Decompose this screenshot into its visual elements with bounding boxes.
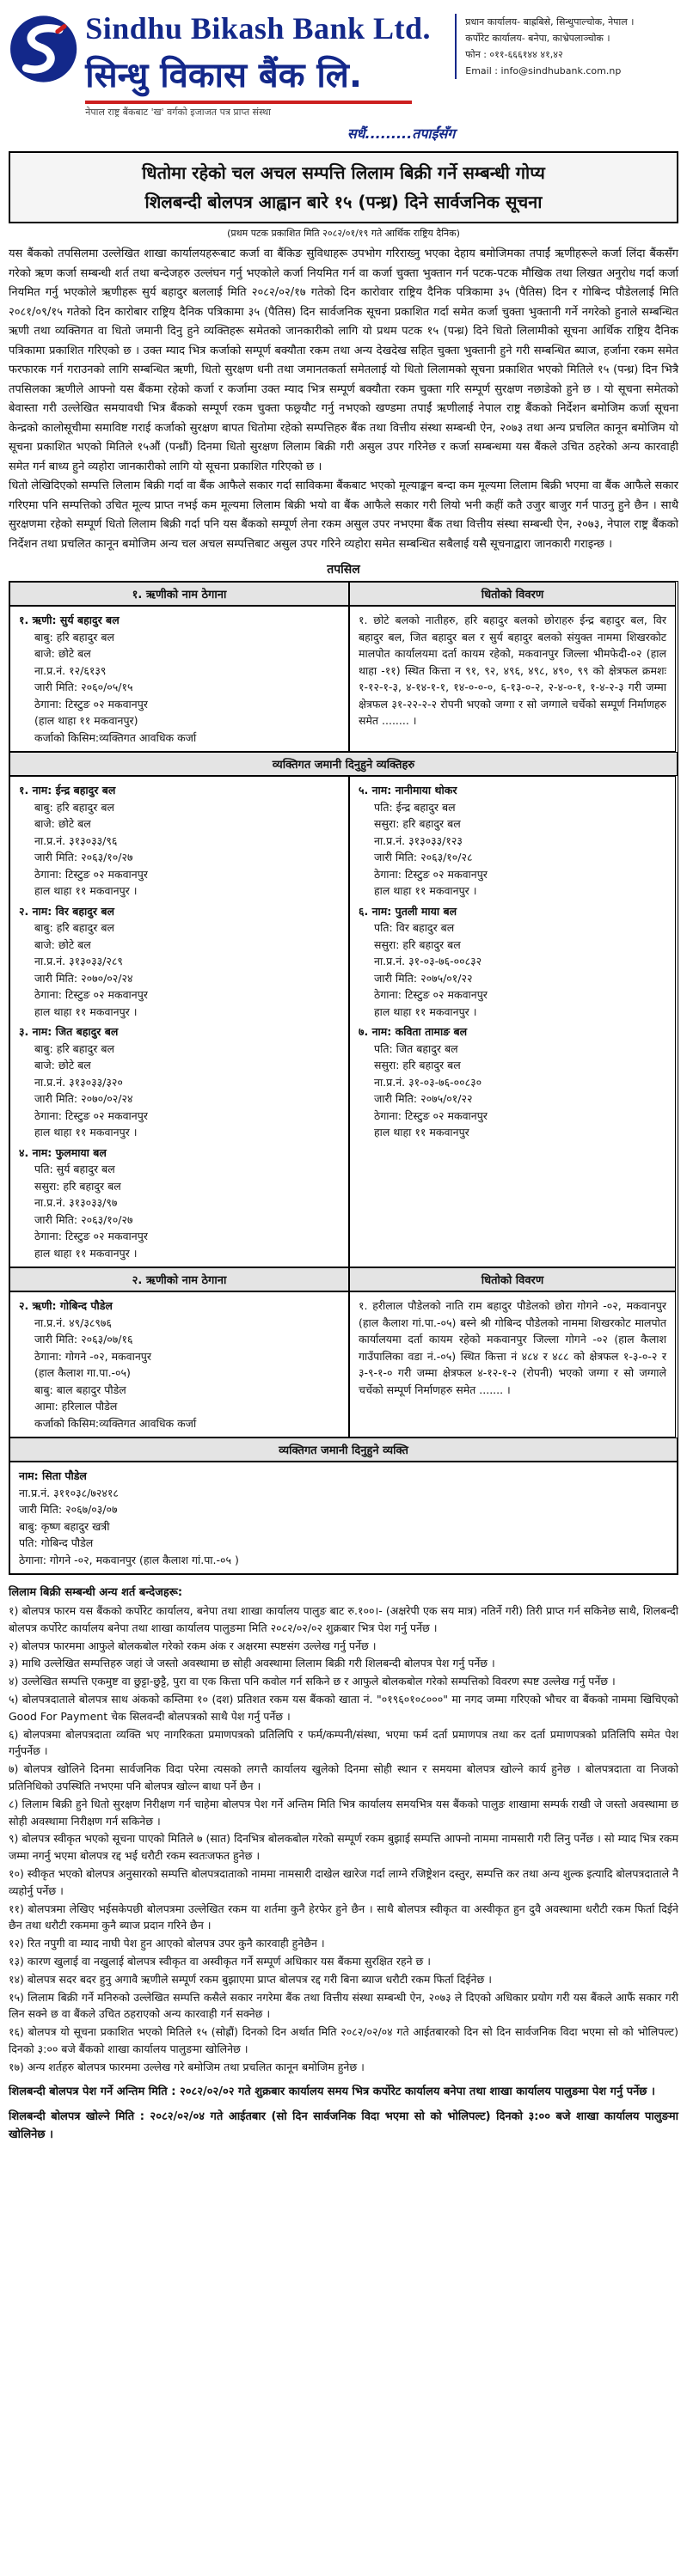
contact-email: Email : info@sindhubank.com.np [465,65,622,76]
guarantor-line: ठेगाना: टिस्टुङ ०२ मकवानपुर [34,1230,148,1242]
guarantor-block [19,903,340,1021]
guarantor-line: ससुरा: हरि बहादुर बल [374,1059,461,1071]
guarantor-line: ठेगाना: टिस्टुङ ०२ मकवानपुर [34,1108,148,1122]
collateral-header-1: धितोको विवरण [349,582,676,606]
guarantor-line: जारी मिति: २०६३/१०/२७ [34,1212,133,1226]
guarantor-header-2: व्यक्तिगत जमानी दिनुहुने व्यक्ति [9,1438,678,1462]
bank-tagline: नेपाल राष्ट्र बैंकबाट 'ख' वर्गको इजाजत पत्र प्राप्त संस्था [85,107,272,118]
guarantor-line: ठेगाना: टिस्टुङ ०२ मकवानपुर [34,988,148,1001]
collateral-header-2: धितोको विवरण [349,1267,676,1291]
guarantors-left [9,776,349,1267]
borrower-details-2 [9,1291,349,1438]
borrower-line: आमा: हरिलाल पौडेल [34,1400,118,1413]
bid-opening-date: शिलबन्दी बोलपत्र खोल्ने मिति : २०८२/०२/०४ गते आईतबार (सो दिन सार्वजनिक विदा भएमा सो को भोलिपल्ट) दिनको ३:०० बजे शाखा कार्यालय पालुङमा खोलिनेछ । [9,2109,678,2141]
guarantor-line: जारी मिति: २०६३/१०/२८ [374,851,473,864]
notice-page [9,0,678,2144]
guarantor-block [19,1023,340,1141]
borrower-details-1 [9,606,349,752]
rule-item: १२) रित नपुगी वा म्याद नाघी पेश हुन आएको बोलपत्र उपर कुनै कारवाही हुनेछैन । [9,1937,325,1950]
contact-corporate-office: कर्पोरेट कार्यालय- बनेपा, काभ्रेपलाञ्चोक । [465,33,610,44]
guarantor-details-2 [9,1462,678,1574]
guarantor-line: ना.प्र.नं. ३११०३८/७२४१८ [19,1486,119,1499]
rules-heading: लिलाम बिक्री सम्बन्धी अन्य शर्त बन्देजहरू: [9,1586,183,1599]
guarantor-line: बाबु: हरि बहादुर बल [34,921,115,934]
tapasil-heading: तपसिल [327,563,360,577]
borrower-line: जारी मिति: २०६०/०५/१५ [34,681,133,693]
borrower-line: ना.प्र.नं. १२/६१३९ [34,663,107,677]
bank-slogan: सधैं.........तपाईंसँग [347,125,456,142]
guarantor-line: जारी मिति: २०७०/०२/२४ [34,1092,133,1105]
guarantor-line: बाबु: कृष्ण बहादुर खत्री [19,1519,110,1533]
rule-item: ९) बोलपत्र स्वीकृत भएको सूचना पाएको मितिले ७ (सात) दिनभित्र बोलकबोल गरेको सम्पूर्ण रकम बुझाई सम्पत्ति आफ्नो नाममा नामसारी गरी लिनु पर्नेछ । सो म्याद भित्र रकम जम्मा नगर्नु भएमा बोलपत्र रद्द भई धरौटी रकम स्वतःजफत हुनेछ । [9,1832,678,1863]
guarantor-line: हाल थाहा ११ मकवानपुर । [34,1246,138,1260]
guarantor-header-1: व्यक्तिगत जमानी दिनुहुने व्यक्तिहरु [9,752,678,776]
guarantor-line: ना.प्र.नं. ३१३०३३/९७ [34,1196,118,1209]
guarantor-line: पति: ईन्द्र बहादुर बल [374,800,456,814]
guarantor-line: जारी मिति: २०६३/१०/२७ [34,851,133,864]
borrower-line: कर्जाको किसिम:व्यक्तिगत आवधिक कर्जा [34,730,197,744]
guarantor-line: १. नाम: ईन्द्र बहादुर बल [19,784,116,797]
guarantor-line: ठेगाना: टिस्टुङ ०२ मकवानपुर [374,1108,488,1122]
borrower-line: २. ऋणी: गोबिन्द पौडेल [19,1299,113,1312]
guarantor-line: पति: विर बहादुर बल [374,921,455,934]
guarantor-line: ना.प्र.नं. ३१३०३३/३२० [34,1075,123,1089]
guarantor-line: ना.प्र.नं. ३१-०३-७६-००८३० [374,1075,482,1089]
intro-paragraph-2: धितो लेखिदिएको सम्पत्ति लिलाम बिक्री गर्दा वा बैंक आफैले सकार गर्दा साविकमा बैंकबाट भएको मूल्याङ्कन बन्दा कम मूल्यमा लिलाम बिक्री भएमा वा बैंक आफैले सकार गरिएमा पनि सम्पत्तिको उचित मूल्य प्राप्त नभई कम मूल्यमा लिलाम बिक्री भयो वा बैंक आफैले सकार गरी लियो भनी कहीं कतै उजुर बाजुर गर्न पाउनु हुने छैन । साथै सुरक्षणमा रहेको सम्पूर्ण धितो लिलाम बिक्री गर्दा पनि यस बैंकको सम्पूर्ण लेना रकम असुल उपर नभएमा बैंक तथा वित्तीय संस्था सम्बन्धी ऐन, २०७३, नेपाल राष्ट्र बैंकको निर्देशन तथा प्रचलित कानून बमोजिम अन्य चल अचल सम्पत्तिबाट असुल उपर गरिने व्यहोरा समेत सम्बन्धित सबैलाई यसै सूचनाद्वारा जानकारी गराइन्छ । [9,479,678,551]
guarantor-line: ससुरा: हरि बहादुर बल [34,1179,121,1193]
contact-phone: फोन : ०११-६६६१४४ ४१,४२ [465,49,563,60]
guarantor-line: ४. नाम: फुलमाया बल [19,1145,107,1159]
guarantor-line: जारी मिति: २०७५/०१/२२ [374,1092,473,1105]
guarantor-line: हाल थाहा ११ मकवानपुर [374,1126,469,1138]
bank-header [9,9,678,142]
guarantor-line: बाजे: छोटे बल [34,817,91,830]
intro-paragraph: यस बैंकको तपसिलमा उल्लेखित शाखा कार्यालयहरूबाट कर्जा वा बैंकिङ सुविधाहरू उपभोग गरिराख्नु भएका देहाय बमोजिमका तपाईं ऋणीहरूले कर्जा लिंदा बैंकसँग गरेको ऋण कर्जा सम्बन्धी शर्त तथा बन्देजहरु उल्लंघन गर्नु भएकोले कर्जा नियमित गर्न वा कर्जा चुक्ता भुक्तान गर्न पटक-पटक मौखिक तथा लिखत अनुरोध गर्दा कर्जा नियमित गर्नु भएकोले ऋणीहरू सुर्य बहादुर बललाई मिति २०८२/०२/१७ गतेको दिन कारोवार राष्ट्रिय दैनिक पत्रिकामा ३५ (पैतिस) दिन र गोबिन्द पौडेललाई मिति २०८१/०९/१५ गतेको दिन कारोबार राष्ट्रिय दैनिक पत्रिकामा ३५ (पैतिस) दिन सार्वजनिक सूचना प्रकाशित गर्दा समेत कर्जा चुक्ता भुक्तानी गर्ने नगरेको हुनाले सम्बन्धित ऋणी तथा व्यक्तिगत वा धितो जमानी दिनु हुने व्यक्तिहरू समेतको जानकारीको लागि यो प्रथम पटक १५ (पन्ध्र) दिने धितो लिलामीको सूचना आर्थिक राष्ट्रिय दैनिक पत्रिकामा प्रकाशित गरिएको छ । उक्त म्याद भित्र कर्जाको सम्पूर्ण बक्यौता रकम तथा अन्य देखदेख सहित चुक्ता भुक्तानी हुने गरी सम्बन्धित ब्याज, हर्जाना रकम समेत फरफारक गर्न गराउनको लागि सम्बन्धित ऋणी, धितो सुरक्षण धनी तथा जमानतकर्ता समेतलाई यो धितो लिलामको सूचना प्रकाशित भएको मितिले १५ (पन्ध्र) दिन भित्रै तपसिलका ऋणीले आफ्नो यस बैंकमा रहेको कर्जा र कर्जामा उक्त म्याद भित्र सम्पूर्ण बक्यौता रकम चुक्ता गरि सम्पूर्ण सुरक्षण नछाडेको हुने छ । यो सूचना समेतको बेवास्ता गरी उल्लेखित समयावधी भित्र बैंकको सम्पूर्ण रकम चुक्ता फछ्र्यौट गर्नु नभएको खण्डमा तपाईं ऋणीलाई नेपाल राष्ट्र बैंकको निर्देशन बमोजिम कर्जा सूचना केन्द्रको कालोसूचीमा समाविष्ट गराई कर्जाको सुरक्षण बापत धितोमा रहेको सम्पत्तिहरु बैंक तथा वित्तीय संस्था सम्बन्धी ऐन, २०७३ तथा अन्य प्रचलित कानून बमोजिम यो सूचना प्रकाशित भएको मितिले १५औं (पन्ध्रौं) दिनमा धितो सुरक्षण लिलाम बिक्री गरी असुल उपर गरिनेछ र कर्जा सम्बन्धमा यस बैंकले उचित ठहरेको अन्य कारवाही समेत गर्न बाध्य हुने व्यहोरा जानकारीको लागि यो सूचना प्रकाशित गरिएको छ । [9,247,678,473]
bank-name-nepali: सिन्धु विकास बैंक लि. [85,56,363,95]
guarantor-line: ६. नाम: पुतली माया बल [359,904,457,918]
guarantor-line: ना.प्र.नं. ३१३०३३/९६ [34,833,118,847]
borrower-line: बाबु: हरि बहादुर बल [34,630,115,644]
rule-item: २) बोलपत्र फारममा आफुले बोलकबोल गरेको रकम अंक र अक्षरमा स्पष्टसंग उल्लेख गर्नु पर्नेछ । [9,1639,377,1652]
guarantor-line: ठेगाना: टिस्टुङ ०२ मकवानपुर [374,988,488,1001]
guarantor-line: हाल थाहा ११ मकवानपुर । [34,1004,138,1018]
borrower-line: (हाल थाहा ११ मकवानपुर) [34,714,138,727]
guarantor-line: ना.प्र.नं. ३१३०३३/१२३ [374,833,463,847]
collateral-details-1: १. छोटे बलको नातीहरु, हरि बहादुर बलको छोराहरु ईन्द्र बहादुर बल, विर बहादुर बल, जित बहादुर बल र सुर्य बहादुर बलको संयुक्त नाममा शिखरकोट मालपोत कार्यालयमा दर्ता कायम रहेको, मकवानपुर जिल्ला भीमफेदी-०२ (हाल थाहा -११) स्थित कित्ता न ९१, ९२, ४९६, ४९८, ४९०, ९९ को क्षेत्रफल क्रमशः १-१२-१-३, ४-१४-१-१, १४-०-०-०, ६-१३-०-२, २-४-०-१, १-४-२-३ गरी जम्मा क्षेत्रफल ३१-२२-२-२ रोपनी भएको जग्गा र सो जग्गाले चर्चेको सम्पूर्ण निर्माणहरु समेत ........ । [349,606,676,752]
guarantor-line: बाजे: छोटे बल [34,937,91,951]
rule-item: ४) उल्लेखित सम्पत्ति एकमुष्ट वा छुट्टा-छुट्टै, पुरा वा एक कित्ता पनि कवोल गर्न सकिने छ र आफुले बोलकबोल गरेको सम्पत्तिको विवरण स्पष्ट उल्लेख गर्नु पर्नेछ । [9,1675,616,1688]
guarantor-block [19,782,340,900]
guarantor-block [19,1145,340,1262]
borrower-line: १. ऋणी: सुर्य बहादुर बल [19,613,120,626]
notice-title [9,151,678,223]
borrower-header-1: १. ऋणीको नाम ठेगाना [9,582,349,606]
guarantor-line: ठेगाना: टिस्टुङ ०२ मकवानपुर [374,867,488,881]
guarantor-line: हाल थाहा ११ मकवानपुर । [374,1004,477,1018]
borrower-line: ना.प्र.नं. ४९/३८९७६ [34,1315,112,1329]
title-line-2: शिलबन्दी बोलपत्र आह्वान बारे १५ (पन्ध्र) दिने सार्वजनिक सूचना [144,192,543,212]
collateral-details-2: १. हरीलाल पौडेलको नाति राम बहादुर पौडेलको छोरा गोगने -०२, मकवानपुर (हाल कैलाश गां.पा.-०५) बस्ने श्री गोबिन्द पौडेलको नाममा शिखरकोट मालपोत कार्यालयमा दर्ता कायम रहेको मकवानपुर जिल्ला गोगने -०२ (हाल कैलाश गाउँपालिका वडा नं.-०५) स्थित कित्ता नं ४८४ र ४८८ को क्षेत्रफल १-३-०-२ र ३-९-१-० गरी जम्मा क्षेत्रफल ४-१२-१-२ (रोपनी) भएको जग्गा र सो जग्गाले चर्चेको सम्पूर्ण निर्माणहरु समेत ....... । [349,1291,676,1438]
guarantor-line: बाबु: हरि बहादुर बल [34,800,115,814]
rule-item: १६) बोलपत्र यो सूचना प्रकाशित भएको मितिले १५ (सोह्रौं) दिनको दिन अर्थात मिति २०८२/०२/०४ गते आईतबारको दिन सो दिन सार्वजनिक विदा भएमा सो को भोलिपल्ट) दिनको ३:०० बजे बैंकको शाखा कार्यालय पालुङमा खोलिनेछ । [9,2025,678,2055]
guarantor-line: हाल थाहा ११ मकवानपुर । [34,1126,138,1138]
guarantor-line: नाम: सिता पौडेल [19,1469,87,1482]
guarantor-block [359,903,666,1021]
bank-logo-icon [9,14,78,84]
guarantor-line: बाजे: छोटे बल [34,1059,91,1071]
rule-item: ५) बोलपत्रदाताले बोलपत्र साथ अंकको कम्तिमा १० (दश) प्रतिशत रकम यस बैंकको खाता नं. "०१९६०१०८०००" मा नगद जम्मा गरिएको भौचर वा बैंकको नाममा खिचिएको Good For Payment चेक सिलवन्दी बोलपत्रको साथै पेश गर्नु पर्नेछ । [9,1692,678,1723]
rule-item: १३) कारण खुलाई वा नखुलाई बोलपत्र स्वीकृत वा अस्वीकृत गर्ने सम्पूर्ण अधिकार यस बैंकमा सुरक्षित रहने छ । [9,1954,432,1968]
borrower-line: ठेगाना: गोगने -०२, मकवानपुर [34,1349,151,1363]
guarantor-line: २. नाम: विर बहादुर बल [19,904,114,918]
guarantor-line: ना.प्र.नं. ३१-०३-७६-००८३२ [374,955,482,968]
guarantor-line: हाल थाहा ११ मकवानपुर । [34,884,138,897]
rule-item: ७) बोलपत्र खोलिने दिनमा सार्वजनिक विदा परेमा त्यसको लगत्तै कार्यालय खुलेको दिनमा सोही स्थान र समयमा बोलपत्र खोल्ने कार्य हुनेछ । बोलपत्रदाता वा निजको प्रतिनिधिको उपस्थिति नभएमा पनि बोलपत्र खोल्न बाधा पर्ने छैन । [9,1762,678,1792]
rule-item: ८) लिलाम बिक्री हुने धितो सुरक्षण निरीक्षण गर्न चाहेमा बोलपत्र पेश गर्ने अन्तिम मिति भित्र कार्यालय समयभित्र यस बैंकको पालुङ शाखामा सम्पर्क राखी जे जस्तो अवस्थामा छ सोही अवस्थामा निरीक्षण गर्न सकिनेछ । [9,1797,678,1828]
title-line-1: धितोमा रहेको चल अचल सम्पत्ति लिलाम बिक्री गर्ने सम्बन्धी गोप्य [142,162,545,183]
guarantor-line: पति: गोबिन्द पौडेल [19,1536,94,1549]
rule-item: ११) बोलपत्रमा लेखिए भईसकेपछी बोलपत्रमा उल्लेखित रकम या शर्तमा कुनै हेरफेर हुने छैन । साथै बोलपत्र स्वीकृत वा अस्वीकृत हुन दुवै अवस्थामा धरौटी रकम फिर्ता दिईने छैन तथा धरौटी रकममा कुनै ब्याज प्रदान गरिने छैन । [9,1901,678,1932]
header-divider [85,101,412,104]
guarantor-line: ससुरा: हरि बहादुर बल [374,817,461,830]
borrower-line: ठेगाना: टिस्टुङ ०२ मकवानपुर [34,697,148,711]
guarantor-line: ३. नाम: जित बहादुर बल [19,1025,119,1038]
rule-item: १४) बोलपत्र सदर बदर हुनु अगावै ऋणीले सम्पूर्ण रकम बुझाएमा प्राप्त बोलपत्र रद्द गरी बिना ब्याज धरौटी रकम फिर्ता दिईनेछ । [9,1972,492,1986]
guarantor-line: जारी मिति: २०६७/०३/०७ [19,1503,118,1516]
borrower-line: बाजे: छोटे बल [34,647,91,660]
guarantor-line: जारी मिति: २०७०/०२/२४ [34,971,133,985]
guarantor-line: हाल थाहा ११ मकवानपुर । [374,884,477,897]
borrower-line: (हाल कैलाश गा.पा.-०५) [34,1366,131,1379]
guarantor-line: पति: सुर्य बहादुर बल [34,1163,115,1175]
borrower-line: बाबु: बाल बहादुर पौडेल [34,1383,126,1396]
publication-note: (प्रथम पटक प्रकाशित मिति २०८२/०१/१९ गते आर्थिक राष्ट्रिय दैनिक) [227,228,460,239]
borrower-line: जारी मिति: २०६३/०७/१६ [34,1333,133,1346]
bank-name-english: Sindhu Bikash Bank Ltd. [85,11,432,46]
guarantor-line: ५. नाम: नानीमाया थोकर [359,784,457,797]
rule-item: १०) स्वीकृत भएको बोलपत्र अनुसारको सम्पत्ति बोलपत्रदाताको नाममा नामसारी दाखेल खारेज गर्दा लाग्ने रजिष्ट्रेशन दस्तुर, सम्पत्ति कर तथा अन्य शुल्क इत्यादि बोलपत्रदाताले नै व्यहोर्नु पर्नेछ । [9,1866,678,1897]
guarantor-line: ससुरा: हरि बहादुर बल [374,937,461,951]
guarantor-line: जारी मिति: २०७५/०१/२२ [374,971,473,985]
rule-item: ६) बोलपत्रमा बोलपत्रदाता व्यक्ति भए नागरिकता प्रमाणपत्रको प्रतिलिपि र फर्म/कम्पनी/संस्था, भएमा फर्म दर्ता प्रमाणपत्र तथा कर दर्ता प्रमाणपत्रको प्रतिलिपि समेत पेश गर्नुपर्नेछ । [9,1727,678,1758]
guarantor-line: ठेगाना: टिस्टुङ ०२ मकवानपुर [34,867,148,881]
borrower-header-2: २. ऋणीको नाम ठेगाना [9,1267,349,1291]
borrower-line: कर्जाको किसिम:व्यक्तिगत आवधिक कर्जा [34,1416,197,1430]
guarantors-right [349,776,676,1267]
borrower-table-1 [9,581,678,1575]
bid-submission-deadline: शिलबन्दी बोलपत्र पेश गर्ने अन्तिम मिति : २०८२/०२/०२ गते शुक्रबार कार्यालय समय भित्र कर्पोरेट कार्यालय बनेपा तथा शाखा कार्यालय पालुङमा पेश गर्नु पर्नेछ । [9,2085,655,2098]
rule-item: ३) माथि उल्लेखित सम्पत्तिहरु जहां जे जस्तो अवस्थामा छ सोही अवस्थामा लिलाम बिक्री गरी शिलबन्दी बोलपत्र पेश गर्नु पर्नेछ । [9,1657,495,1670]
guarantor-line: बाबु: हरि बहादुर बल [34,1041,115,1055]
guarantor-line: ना.प्र.नं. ३१३०३३/२८९ [34,955,123,968]
rule-item: १५) लिलाम बिक्री गर्ने मनिरुको उल्लेखित सम्पत्ति कसैले सकार नगरेमा बैंक तथा वित्तीय संस्था सम्बन्धी ऐन, २०७३ ले दिएको अधिकार प्रयोग गरी यस बैंकले आफैं सकार गरी लिन सक्ने छ वा बैंकले उचित ठहराएको अन्य कारवाही गर्न सक्नेछ । [9,1990,678,2021]
guarantor-line: ७. नाम: कविता तामाङ बल [359,1025,468,1038]
rule-item: १) बोलपत्र फारम यस बैंकको कर्पोरेट कार्यालय, बनेपा तथा शाखा कार्यालय पालुङ बाट रु.१००।- (अक्षरेपी एक सय मात्र) नतिर्ने गरी) तिरी प्राप्त गर्न सकिनेछ साथै, शिलबन्दी बोलपत्र कर्पोरेट कार्यालय बनेपा तथा शाखा कार्यालय पालुङमा मिति २०८२/०२/०२ शुक्रबार भित्र पेश गर्नु पर्नेछ । [9,1604,678,1634]
guarantor-block [359,782,666,900]
rules-list [9,1602,678,2076]
guarantor-line: पति: जित बहादुर बल [374,1041,458,1055]
guarantor-line: ठेगाना: गोगने -०२, मकवानपुर (हाल कैलाश गां.पा.-०५ ) [19,1553,239,1566]
bank-names [85,9,455,143]
contact-block [455,14,678,79]
contact-head-office: प्रधान कार्यालय- बाह्रबिसे, सिन्धुपाल्चोक, नेपाल । [465,16,635,27]
rule-item: १७) अन्य शर्तहरु बोलपत्र फारममा उल्लेख गरे बमोजिम तथा प्रचलित कानून बमोजिम हुनेछ । [9,2060,365,2073]
guarantor-block [359,1023,666,1141]
